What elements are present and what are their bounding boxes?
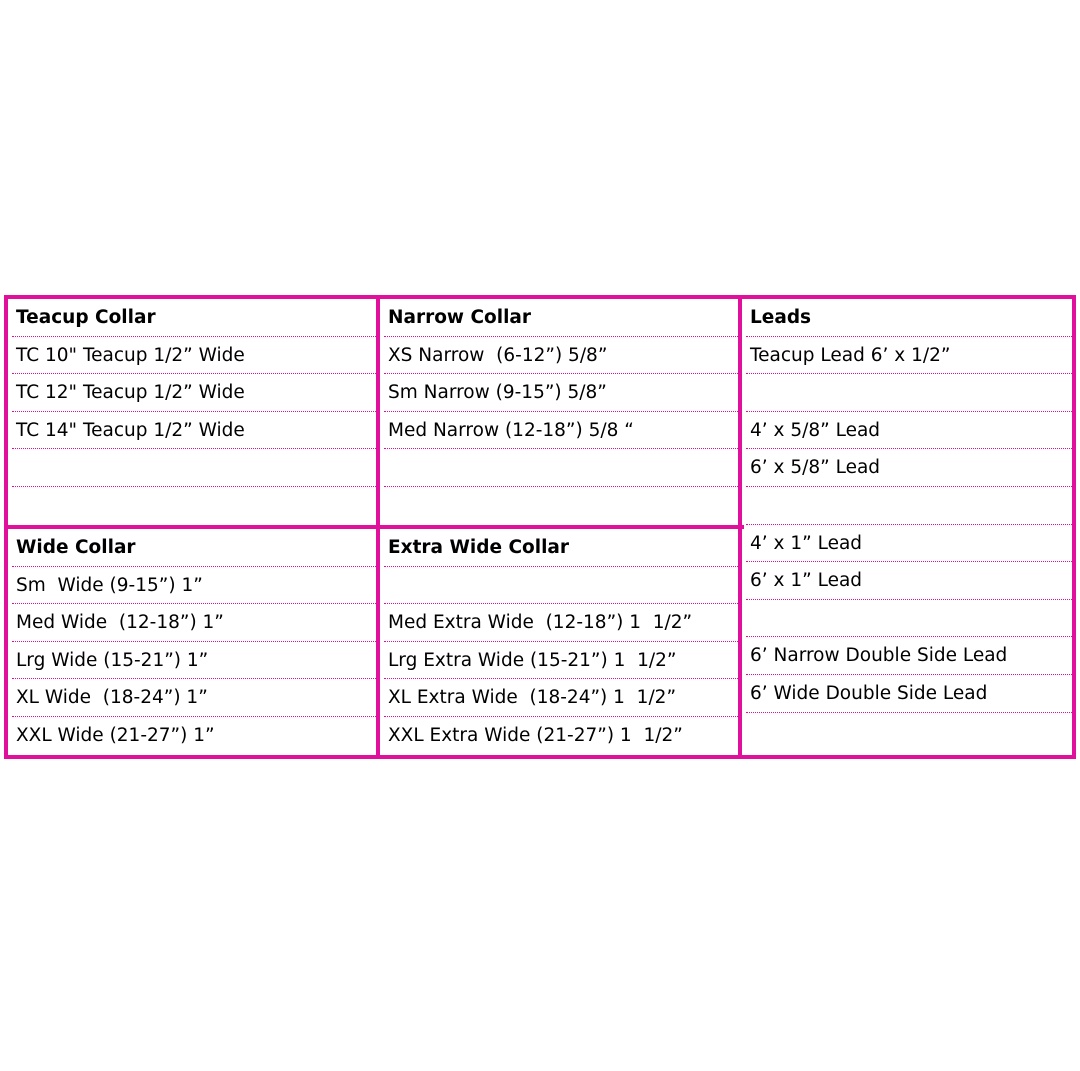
teacup-collar-item: TC 14" Teacup 1/2” Wide — [12, 412, 376, 450]
narrow-collar-item — [384, 487, 738, 525]
leads-section — [746, 299, 1072, 750]
wide-collar-item: XL Wide (18-24”) 1” — [12, 679, 376, 717]
narrow-collar-section — [384, 299, 738, 525]
extra-wide-collar-item — [384, 567, 738, 605]
narrow-collar-item: Med Narrow (12-18”) 5/8 “ — [384, 412, 738, 450]
extra-wide-collar-section — [384, 529, 738, 755]
wide-collar-item: Lrg Wide (15-21”) 1” — [12, 642, 376, 680]
teacup-collar-item — [12, 487, 376, 525]
wide-collar-item: XXL Wide (21-27”) 1” — [16, 724, 215, 746]
lead-item: 4’ x 1” Lead — [746, 525, 1072, 563]
extra-wide-collar-header: Extra Wide Collar — [384, 529, 738, 567]
teacup-collar-item: TC 12" Teacup 1/2” Wide — [12, 374, 376, 412]
wide-collar-item: Med Wide (12-18”) 1” — [12, 604, 376, 642]
teacup-collar-item: TC 10" Teacup 1/2” Wide — [12, 337, 376, 375]
lead-item: 6’ x 5/8” Lead — [746, 449, 1072, 487]
lead-item: 6’ Narrow Double Side Lead — [746, 637, 1072, 675]
teacup-collar-section — [12, 299, 376, 525]
extra-wide-collar-item: Lrg Extra Wide (15-21”) 1 1/2” — [384, 642, 738, 680]
wide-collar-header: Wide Collar — [12, 529, 376, 567]
leads-header: Leads — [746, 299, 1072, 337]
lead-item — [746, 487, 1072, 525]
narrow-collar-item: XS Narrow (6-12”) 5/8” — [384, 337, 738, 375]
lead-item: 6’ Wide Double Side Lead — [746, 675, 1072, 713]
lead-item: 4’ x 5/8” Lead — [746, 412, 1072, 450]
extra-wide-collar-item: XXL Extra Wide (21-27”) 1 1/2” — [388, 724, 683, 746]
lead-item: 6’ x 1” Lead — [746, 562, 1072, 600]
narrow-collar-item: Sm Narrow (9-15”) 5/8” — [384, 374, 738, 412]
teacup-collar-item — [12, 449, 376, 487]
extra-wide-collar-item: XL Extra Wide (18-24”) 1 1/2” — [384, 679, 738, 717]
lead-item — [746, 600, 1072, 638]
teacup-collar-header: Teacup Collar — [12, 299, 376, 337]
lead-item — [746, 374, 1072, 412]
lead-item — [746, 713, 1072, 751]
wide-collar-section — [12, 529, 376, 755]
extra-wide-collar-item: Med Extra Wide (12-18”) 1 1/2” — [384, 604, 738, 642]
lead-item: Teacup Lead 6’ x 1/2” — [746, 337, 1072, 375]
wide-collar-item: Sm Wide (9-15”) 1” — [12, 567, 376, 605]
narrow-collar-item — [384, 449, 738, 487]
narrow-collar-header: Narrow Collar — [384, 299, 738, 337]
